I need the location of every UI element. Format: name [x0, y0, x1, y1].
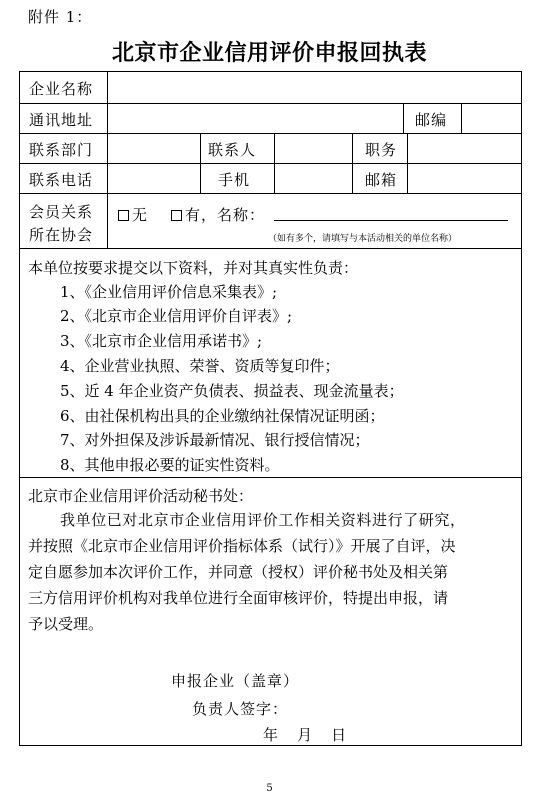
material-item: 3、《北京市企业信用承诺书》; [60, 332, 263, 350]
company-name-field[interactable] [112, 75, 517, 100]
declaration-line: 并按照《北京市企业信用评价指标体系（试行）》开展了自评，决 [28, 537, 456, 555]
attachment-label: 附件 1： [28, 8, 93, 26]
row-divider [20, 163, 521, 164]
declaration-line: 我单位已对北京市企业信用评价工作相关资料进行了研究， [60, 511, 466, 529]
contact-field[interactable] [279, 136, 349, 161]
email-field[interactable] [412, 166, 518, 191]
material-item: 7、对外担保及涉诉最新情况、银行授信情况； [60, 431, 370, 449]
member-label-line1: 会员关系 [29, 203, 94, 221]
checkbox-none[interactable] [118, 210, 129, 221]
position-label: 职务 [365, 141, 398, 159]
address-label: 通讯地址 [29, 111, 94, 129]
position-field[interactable] [412, 136, 518, 161]
option-none[interactable] [118, 204, 148, 225]
row-divider [20, 248, 521, 249]
postcode-label: 邮编 [415, 111, 448, 129]
material-item: 1、《企业信用评价信息采集表》; [60, 283, 278, 301]
phone-field[interactable] [112, 166, 196, 191]
column-divider [200, 133, 201, 193]
declaration-addressee: 北京市企业信用评价活动秘书处： [28, 487, 254, 505]
column-divider [407, 133, 408, 193]
member-note: （如有多个，请填写与本活动相关的单位名称） [268, 234, 458, 244]
contact-label: 联系人 [208, 141, 257, 159]
receipt-form-table [19, 71, 522, 746]
dept-label: 联系部门 [29, 141, 94, 159]
phone-label: 联系电话 [29, 171, 94, 189]
option-none-label: 无 [132, 206, 149, 224]
declaration-line: 三方信用评价机构对我单位进行全面审核评价，特提出申报，请 [28, 589, 449, 607]
declaration-line: 予以受理。 [28, 615, 104, 633]
column-divider [352, 133, 353, 193]
signature-label: 负责人签字： [192, 700, 289, 718]
option-yes[interactable] [171, 204, 265, 225]
materials-intro: 本单位按要求提交以下资料，并对其真实性负责： [28, 259, 359, 277]
column-divider [274, 133, 275, 193]
label-column-divider [107, 72, 108, 248]
association-name-field[interactable] [274, 220, 508, 221]
row-divider [20, 133, 521, 134]
company-name-label: 企业名称 [29, 80, 94, 98]
row-divider [20, 193, 521, 194]
row-divider [20, 477, 521, 478]
material-item: 4、企业营业执照、荣誉、资质等复印件； [60, 357, 340, 375]
declaration-line: 定自愿参加本次评价工作，并同意（授权）评价秘书处及相关第 [28, 563, 449, 581]
column-divider [461, 103, 462, 133]
column-divider [403, 103, 404, 133]
dept-field[interactable] [112, 136, 196, 161]
page-number: 5 [266, 783, 273, 794]
address-field[interactable] [112, 106, 398, 131]
material-item: 2、《北京市企业信用评价自评表》; [60, 307, 293, 325]
stamp-label: 申报企业（盖章） [171, 672, 300, 690]
row-divider [20, 103, 521, 104]
email-label: 邮箱 [365, 171, 398, 189]
page-title: 北京市企业信用评价申报回执表 [111, 41, 427, 66]
date-label: 年 月 日 [263, 726, 347, 744]
material-item: 6、由社保机构出具的企业缴纳社保情况证明函； [60, 407, 385, 425]
mobile-field[interactable] [279, 166, 349, 191]
member-label-line2: 所在协会 [29, 226, 94, 244]
mobile-label: 手机 [218, 171, 251, 189]
material-item: 8、其他申报必要的证实性资料。 [60, 456, 280, 474]
option-yes-label: 有，名称： [185, 206, 266, 224]
postcode-field[interactable] [466, 106, 518, 131]
checkbox-yes[interactable] [171, 210, 182, 221]
material-item: 5、近 4 年企业资产负债表、损益表、现金流量表； [60, 382, 404, 400]
